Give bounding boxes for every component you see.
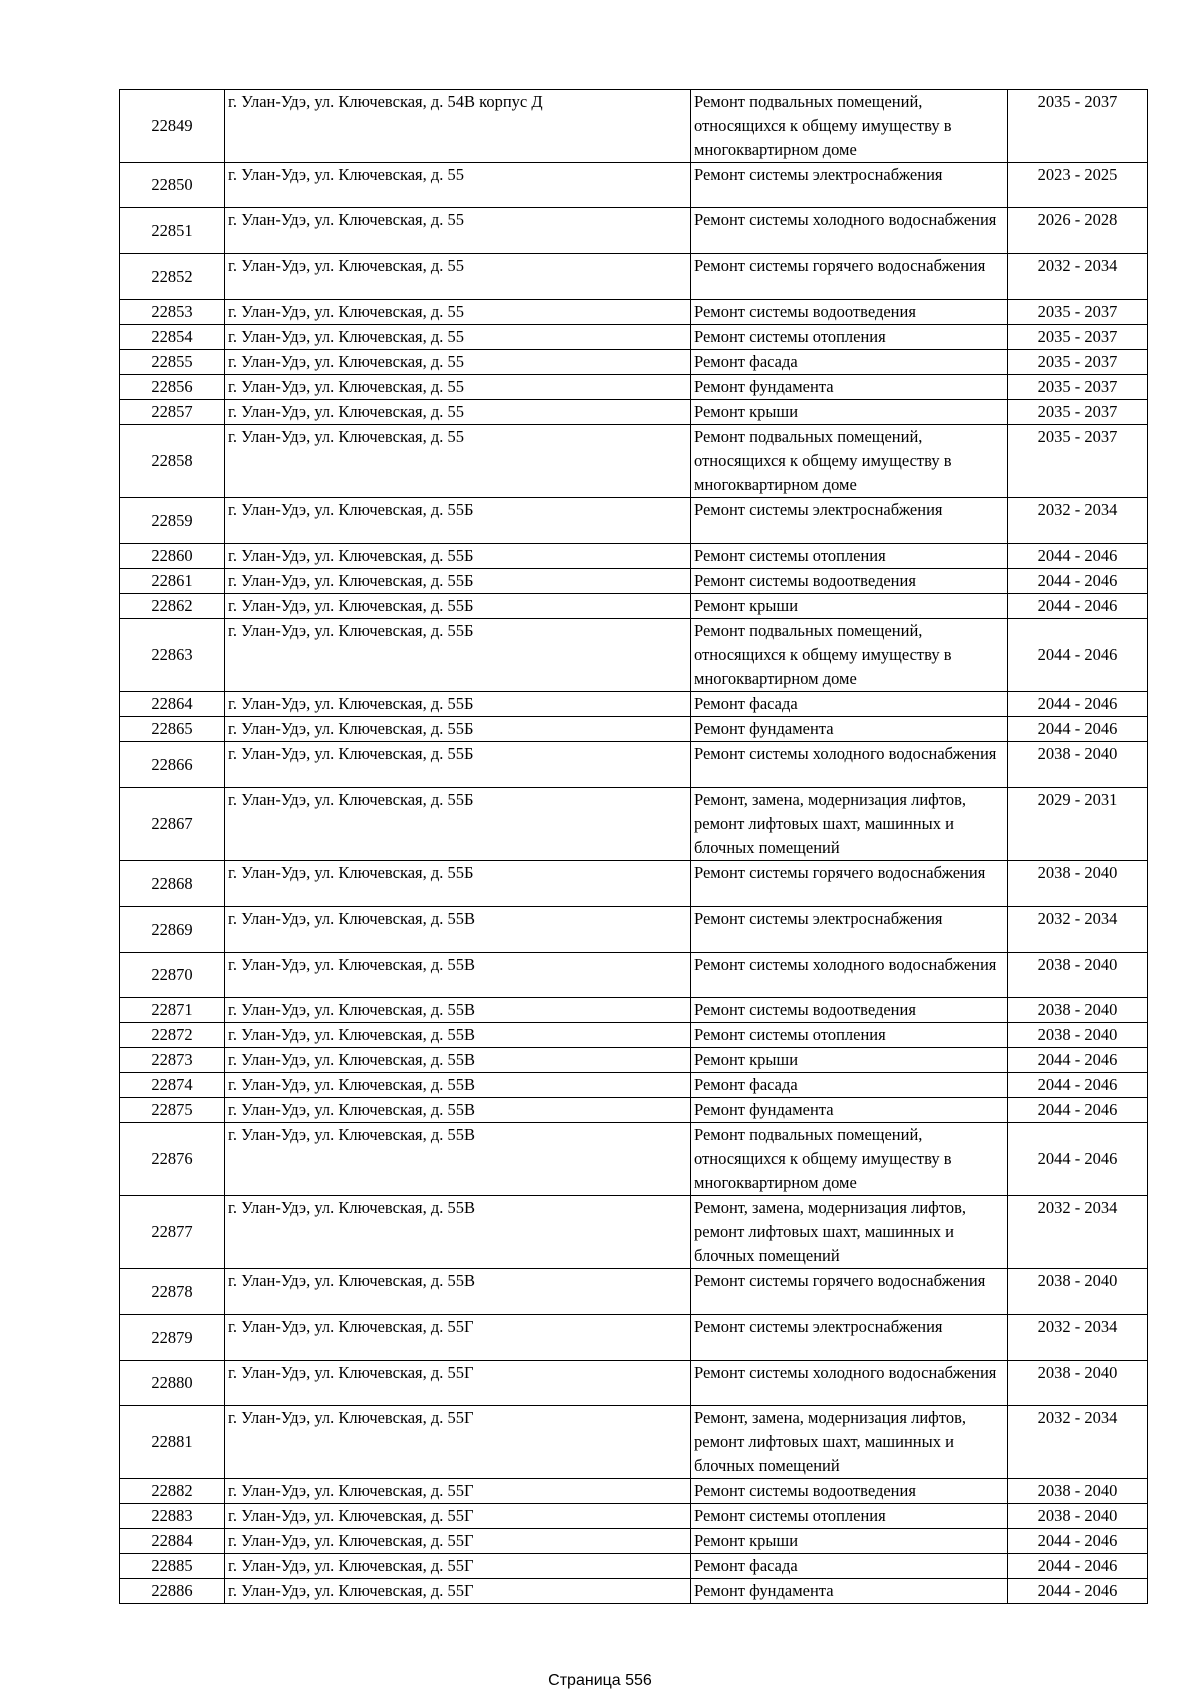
period-cell: 2032 - 2034: [1008, 907, 1148, 953]
page-footer: [0, 1671, 1200, 1691]
row-number-cell: 22866: [120, 742, 225, 788]
row-number-cell: 22849: [120, 90, 225, 163]
address-cell: г. Улан-Удэ, ул. Ключевская, д. 55: [225, 425, 691, 498]
work-type-cell: Ремонт системы отопления: [691, 325, 1008, 350]
address-cell: г. Улан-Удэ, ул. Ключевская, д. 55В: [225, 1123, 691, 1196]
period-cell: 2032 - 2034: [1008, 498, 1148, 544]
period-cell: 2044 - 2046: [1008, 1529, 1148, 1554]
period-cell: 2044 - 2046: [1008, 1098, 1148, 1123]
table-row: [120, 742, 1148, 788]
row-number-cell: 22881: [120, 1406, 225, 1479]
work-type-cell: Ремонт крыши: [691, 1529, 1008, 1554]
work-type-cell: Ремонт фасада: [691, 1073, 1008, 1098]
table-row: [120, 717, 1148, 742]
period-cell: 2044 - 2046: [1008, 619, 1148, 692]
row-number-cell: 22882: [120, 1479, 225, 1504]
address-cell: г. Улан-Удэ, ул. Ключевская, д. 55Б: [225, 498, 691, 544]
period-cell: 2032 - 2034: [1008, 1406, 1148, 1479]
table-row: [120, 1048, 1148, 1073]
period-cell: 2044 - 2046: [1008, 1554, 1148, 1579]
row-number-cell: 22870: [120, 953, 225, 998]
address-cell: г. Улан-Удэ, ул. Ключевская, д. 55В: [225, 1023, 691, 1048]
address-cell: г. Улан-Удэ, ул. Ключевская, д. 55: [225, 375, 691, 400]
work-type-cell: Ремонт подвальных помещений, относящихся к общему имуществу в многоквартирном доме: [691, 619, 1008, 692]
row-number-cell: 22872: [120, 1023, 225, 1048]
table-row: [120, 350, 1148, 375]
address-cell: г. Улан-Удэ, ул. Ключевская, д. 55Г: [225, 1579, 691, 1604]
table-row: [120, 1315, 1148, 1361]
row-number-cell: 22874: [120, 1073, 225, 1098]
address-cell: г. Улан-Удэ, ул. Ключевская, д. 55В: [225, 907, 691, 953]
work-type-cell: Ремонт, замена, модернизация лифтов, ремонт лифтовых шахт, машинных и блочных помещений: [691, 1196, 1008, 1269]
page-number: Страница 556: [548, 1672, 652, 1689]
work-type-cell: Ремонт системы электроснабжения: [691, 1315, 1008, 1361]
row-number-cell: 22852: [120, 254, 225, 300]
work-type-cell: Ремонт фундамента: [691, 717, 1008, 742]
work-type-cell: Ремонт системы водоотведения: [691, 1479, 1008, 1504]
row-number-cell: 22868: [120, 861, 225, 907]
table-row: [120, 953, 1148, 998]
address-cell: г. Улан-Удэ, ул. Ключевская, д. 55Б: [225, 742, 691, 788]
row-number-cell: 22871: [120, 998, 225, 1023]
row-number-cell: 22850: [120, 163, 225, 208]
address-cell: г. Улан-Удэ, ул. Ключевская, д. 55Б: [225, 788, 691, 861]
work-type-cell: Ремонт фасада: [691, 350, 1008, 375]
period-cell: 2038 - 2040: [1008, 742, 1148, 788]
address-cell: г. Улан-Удэ, ул. Ключевская, д. 55В: [225, 1073, 691, 1098]
period-cell: 2038 - 2040: [1008, 998, 1148, 1023]
period-cell: 2035 - 2037: [1008, 350, 1148, 375]
period-cell: 2035 - 2037: [1008, 400, 1148, 425]
table-row: [120, 544, 1148, 569]
work-type-cell: Ремонт крыши: [691, 594, 1008, 619]
row-number-cell: 22880: [120, 1361, 225, 1406]
address-cell: г. Улан-Удэ, ул. Ключевская, д. 55: [225, 325, 691, 350]
row-number-cell: 22859: [120, 498, 225, 544]
address-cell: г. Улан-Удэ, ул. Ключевская, д. 55: [225, 163, 691, 208]
table-row: [120, 1269, 1148, 1315]
row-number-cell: 22856: [120, 375, 225, 400]
table-row: [120, 208, 1148, 254]
row-number-cell: 22860: [120, 544, 225, 569]
period-cell: 2035 - 2037: [1008, 425, 1148, 498]
period-cell: 2038 - 2040: [1008, 861, 1148, 907]
period-cell: 2038 - 2040: [1008, 1269, 1148, 1315]
address-cell: г. Улан-Удэ, ул. Ключевская, д. 55Б: [225, 619, 691, 692]
address-cell: г. Улан-Удэ, ул. Ключевская, д. 55Б: [225, 569, 691, 594]
table-row: [120, 1098, 1148, 1123]
address-cell: г. Улан-Удэ, ул. Ключевская, д. 55Г: [225, 1554, 691, 1579]
period-cell: 2038 - 2040: [1008, 953, 1148, 998]
period-cell: 2035 - 2037: [1008, 375, 1148, 400]
table-row: [120, 300, 1148, 325]
period-cell: 2044 - 2046: [1008, 569, 1148, 594]
period-cell: 2038 - 2040: [1008, 1479, 1148, 1504]
period-cell: 2038 - 2040: [1008, 1361, 1148, 1406]
row-number-cell: 22876: [120, 1123, 225, 1196]
row-number-cell: 22878: [120, 1269, 225, 1315]
table-row: [120, 998, 1148, 1023]
address-cell: г. Улан-Удэ, ул. Ключевская, д. 55В: [225, 1098, 691, 1123]
address-cell: г. Улан-Удэ, ул. Ключевская, д. 55: [225, 208, 691, 254]
table-row: [120, 692, 1148, 717]
work-type-cell: Ремонт системы электроснабжения: [691, 907, 1008, 953]
address-cell: г. Улан-Удэ, ул. Ключевская, д. 55Б: [225, 692, 691, 717]
address-cell: г. Улан-Удэ, ул. Ключевская, д. 55Б: [225, 861, 691, 907]
work-type-cell: Ремонт системы горячего водоснабжения: [691, 861, 1008, 907]
row-number-cell: 22862: [120, 594, 225, 619]
row-number-cell: 22861: [120, 569, 225, 594]
row-number-cell: 22884: [120, 1529, 225, 1554]
address-cell: г. Улан-Удэ, ул. Ключевская, д. 55Б: [225, 594, 691, 619]
row-number-cell: 22867: [120, 788, 225, 861]
period-cell: 2023 - 2025: [1008, 163, 1148, 208]
address-cell: г. Улан-Удэ, ул. Ключевская, д. 55Б: [225, 544, 691, 569]
work-type-cell: Ремонт системы водоотведения: [691, 569, 1008, 594]
row-number-cell: 22864: [120, 692, 225, 717]
table-row: [120, 375, 1148, 400]
row-number-cell: 22886: [120, 1579, 225, 1604]
work-type-cell: Ремонт системы отопления: [691, 1504, 1008, 1529]
period-cell: 2032 - 2034: [1008, 1196, 1148, 1269]
work-type-cell: Ремонт системы холодного водоснабжения: [691, 208, 1008, 254]
table-row: [120, 254, 1148, 300]
table-row: [120, 1554, 1148, 1579]
address-cell: г. Улан-Удэ, ул. Ключевская, д. 55В: [225, 953, 691, 998]
table-row: [120, 1361, 1148, 1406]
work-type-cell: Ремонт, замена, модернизация лифтов, ремонт лифтовых шахт, машинных и блочных помещений: [691, 788, 1008, 861]
period-cell: 2038 - 2040: [1008, 1504, 1148, 1529]
row-number-cell: 22883: [120, 1504, 225, 1529]
address-cell: г. Улан-Удэ, ул. Ключевская, д. 55В: [225, 1048, 691, 1073]
row-number-cell: 22854: [120, 325, 225, 350]
work-type-cell: Ремонт подвальных помещений, относящихся к общему имуществу в многоквартирном доме: [691, 90, 1008, 163]
table-row: [120, 907, 1148, 953]
capital-repair-table: [119, 89, 1148, 1604]
row-number-cell: 22869: [120, 907, 225, 953]
work-type-cell: Ремонт подвальных помещений, относящихся к общему имуществу в многоквартирном доме: [691, 1123, 1008, 1196]
period-cell: 2044 - 2046: [1008, 692, 1148, 717]
address-cell: г. Улан-Удэ, ул. Ключевская, д. 55Г: [225, 1504, 691, 1529]
work-type-cell: Ремонт системы электроснабжения: [691, 163, 1008, 208]
period-cell: 2044 - 2046: [1008, 1579, 1148, 1604]
period-cell: 2035 - 2037: [1008, 300, 1148, 325]
row-number-cell: 22879: [120, 1315, 225, 1361]
table-body: [120, 90, 1148, 1604]
address-cell: г. Улан-Удэ, ул. Ключевская, д. 55: [225, 400, 691, 425]
address-cell: г. Улан-Удэ, ул. Ключевская, д. 55В: [225, 1269, 691, 1315]
period-cell: 2035 - 2037: [1008, 325, 1148, 350]
table-row: [120, 1196, 1148, 1269]
table-row: [120, 498, 1148, 544]
row-number-cell: 22851: [120, 208, 225, 254]
work-type-cell: Ремонт фундамента: [691, 1579, 1008, 1604]
row-number-cell: 22873: [120, 1048, 225, 1073]
table-row: [120, 325, 1148, 350]
row-number-cell: 22877: [120, 1196, 225, 1269]
period-cell: 2044 - 2046: [1008, 1123, 1148, 1196]
work-type-cell: Ремонт фундамента: [691, 1098, 1008, 1123]
work-type-cell: Ремонт системы холодного водоснабжения: [691, 742, 1008, 788]
period-cell: 2044 - 2046: [1008, 1073, 1148, 1098]
table-row: [120, 1023, 1148, 1048]
work-type-cell: Ремонт системы горячего водоснабжения: [691, 254, 1008, 300]
work-type-cell: Ремонт системы отопления: [691, 544, 1008, 569]
table-row: [120, 1479, 1148, 1504]
period-cell: 2035 - 2037: [1008, 90, 1148, 163]
work-type-cell: Ремонт системы горячего водоснабжения: [691, 1269, 1008, 1315]
work-type-cell: Ремонт системы водоотведения: [691, 300, 1008, 325]
work-type-cell: Ремонт системы холодного водоснабжения: [691, 953, 1008, 998]
row-number-cell: 22858: [120, 425, 225, 498]
table-row: [120, 788, 1148, 861]
period-cell: 2044 - 2046: [1008, 544, 1148, 569]
work-type-cell: Ремонт крыши: [691, 400, 1008, 425]
table-row: [120, 1406, 1148, 1479]
address-cell: г. Улан-Удэ, ул. Ключевская, д. 55Г: [225, 1361, 691, 1406]
address-cell: г. Улан-Удэ, ул. Ключевская, д. 55: [225, 300, 691, 325]
table-row: [120, 861, 1148, 907]
table-row: [120, 163, 1148, 208]
table-row: [120, 400, 1148, 425]
row-number-cell: 22885: [120, 1554, 225, 1579]
work-type-cell: Ремонт фасада: [691, 1554, 1008, 1579]
period-cell: 2038 - 2040: [1008, 1023, 1148, 1048]
period-cell: 2044 - 2046: [1008, 717, 1148, 742]
address-cell: г. Улан-Удэ, ул. Ключевская, д. 55: [225, 350, 691, 375]
address-cell: г. Улан-Удэ, ул. Ключевская, д. 55В: [225, 998, 691, 1023]
period-cell: 2032 - 2034: [1008, 254, 1148, 300]
work-type-cell: Ремонт системы холодного водоснабжения: [691, 1361, 1008, 1406]
period-cell: 2026 - 2028: [1008, 208, 1148, 254]
table-row: [120, 619, 1148, 692]
work-type-cell: Ремонт крыши: [691, 1048, 1008, 1073]
period-cell: 2032 - 2034: [1008, 1315, 1148, 1361]
address-cell: г. Улан-Удэ, ул. Ключевская, д. 55Г: [225, 1479, 691, 1504]
address-cell: г. Улан-Удэ, ул. Ключевская, д. 55: [225, 254, 691, 300]
table-row: [120, 594, 1148, 619]
work-type-cell: Ремонт фундамента: [691, 375, 1008, 400]
row-number-cell: 22863: [120, 619, 225, 692]
table-row: [120, 1073, 1148, 1098]
address-cell: г. Улан-Удэ, ул. Ключевская, д. 55В: [225, 1196, 691, 1269]
address-cell: г. Улан-Удэ, ул. Ключевская, д. 55Б: [225, 717, 691, 742]
address-cell: г. Улан-Удэ, ул. Ключевская, д. 55Г: [225, 1406, 691, 1479]
row-number-cell: 22875: [120, 1098, 225, 1123]
period-cell: 2044 - 2046: [1008, 1048, 1148, 1073]
address-cell: г. Улан-Удэ, ул. Ключевская, д. 55Г: [225, 1315, 691, 1361]
work-type-cell: Ремонт подвальных помещений, относящихся к общему имуществу в многоквартирном доме: [691, 425, 1008, 498]
row-number-cell: 22853: [120, 300, 225, 325]
table-row: [120, 569, 1148, 594]
work-type-cell: Ремонт системы электроснабжения: [691, 498, 1008, 544]
work-type-cell: Ремонт фасада: [691, 692, 1008, 717]
period-cell: 2029 - 2031: [1008, 788, 1148, 861]
table-row: [120, 90, 1148, 163]
work-type-cell: Ремонт, замена, модернизация лифтов, ремонт лифтовых шахт, машинных и блочных помещений: [691, 1406, 1008, 1479]
work-type-cell: Ремонт системы отопления: [691, 1023, 1008, 1048]
work-type-cell: Ремонт системы водоотведения: [691, 998, 1008, 1023]
table-row: [120, 1579, 1148, 1604]
table-row: [120, 1123, 1148, 1196]
table-row: [120, 1529, 1148, 1554]
table-row: [120, 425, 1148, 498]
row-number-cell: 22865: [120, 717, 225, 742]
period-cell: 2044 - 2046: [1008, 594, 1148, 619]
address-cell: г. Улан-Удэ, ул. Ключевская, д. 54В корпус Д: [225, 90, 691, 163]
table-row: [120, 1504, 1148, 1529]
row-number-cell: 22855: [120, 350, 225, 375]
address-cell: г. Улан-Удэ, ул. Ключевская, д. 55Г: [225, 1529, 691, 1554]
row-number-cell: 22857: [120, 400, 225, 425]
